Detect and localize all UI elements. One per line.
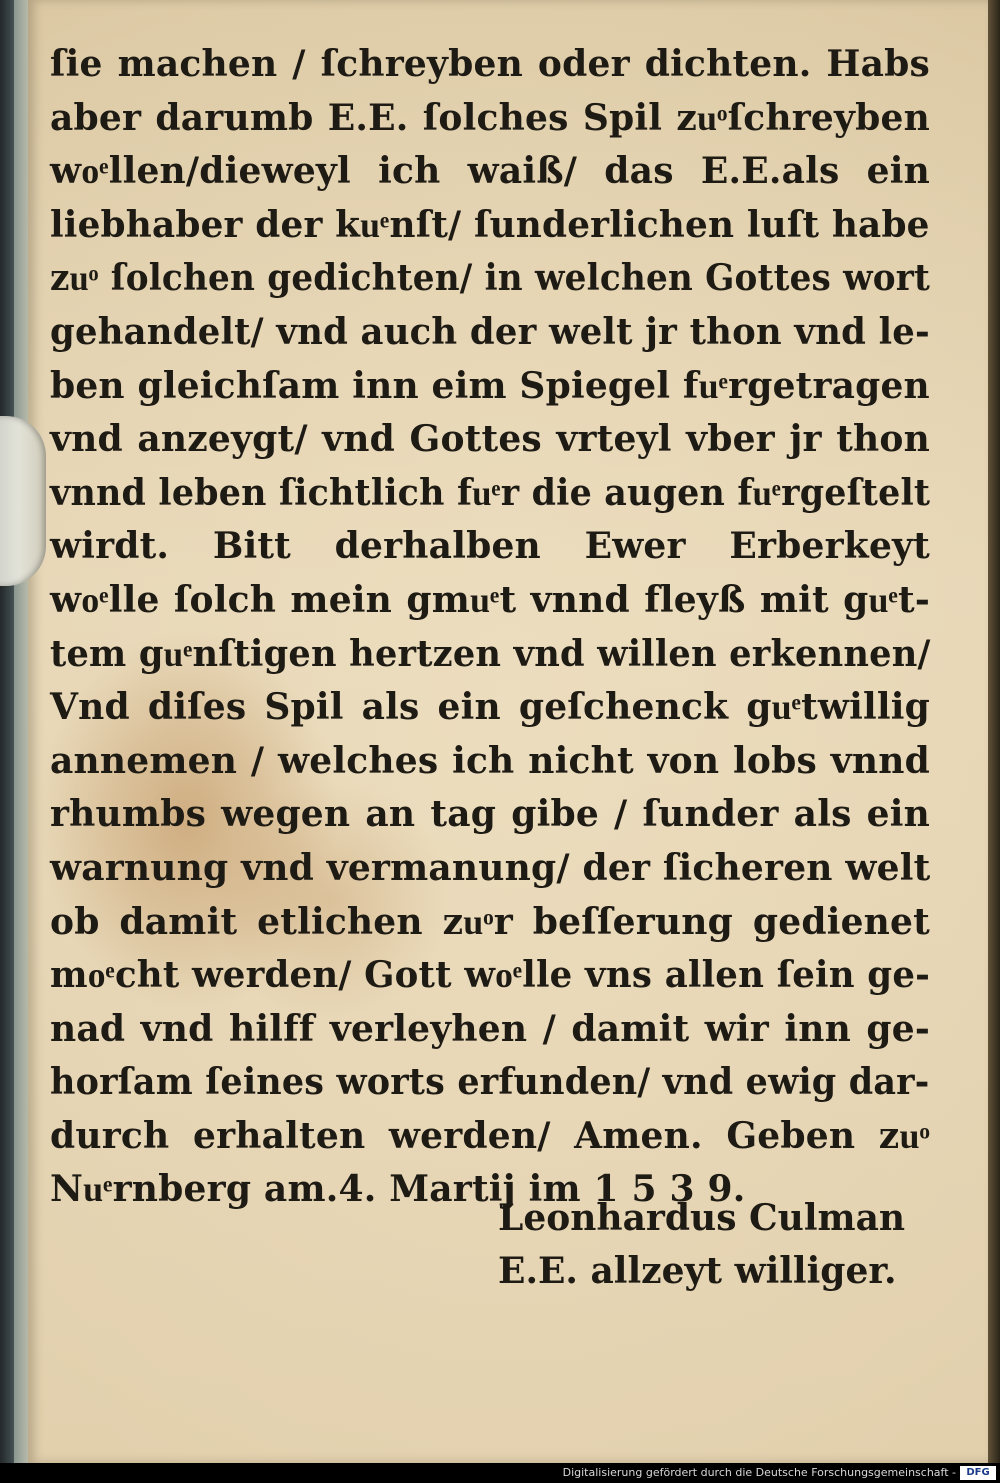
text-line: gehandelt/ vnd auch der welt jr thon vnd le-	[50, 310, 930, 353]
text-line: ob damit etlichen zuͦr beſſerung gedienet	[50, 900, 930, 943]
text-line: wirdt. Bitt derhalben Ewer Erberkeyt	[50, 525, 930, 568]
text-line: vnnd leben ſichtlich fuͤr die augen fuͤrgeſtelt	[50, 471, 931, 514]
dfg-logo-icon: DFG	[960, 1466, 996, 1480]
signature-block	[498, 1192, 948, 1298]
text-line: zuͦ ſolchen gedichten/ in welchen Gottes wort	[50, 257, 931, 300]
text-line: woͤlle ſolch mein gmuͤt vnnd fleyß mit guͤt-	[50, 578, 930, 621]
text-line: woͤllen/dieweyl ich waiß/ das E.E.als ein	[50, 150, 930, 193]
text-line: Vnd diſes Spil als ein geſchenck guͤtwillig	[50, 686, 930, 729]
right-page-edge	[986, 0, 1000, 1463]
clasp-tab	[0, 416, 46, 586]
text-line: nad vnd hilff verleyhen / damit wir inn ge-	[50, 1007, 930, 1050]
text-line: moͤcht werden/ Gott woͤlle vns allen ſein ge-	[50, 954, 931, 997]
footer-bar	[0, 1463, 1000, 1483]
text-line: annemen / welches ich nicht von lobs vnnd	[50, 739, 930, 782]
text-line: ben gleichſam inn eim Spiegel fuͤrgetragen	[50, 364, 930, 407]
text-line: tem guͤnſtigen hertzen vnd willen erkennen/	[50, 632, 931, 675]
funding-notice: Digitalisierung gefördert durch die Deutsche Forschungsgemeinschaft -	[562, 1466, 956, 1479]
text-line: horſam ſeines worts erfunden/ vnd ewig dar-	[50, 1061, 930, 1104]
text-line: durch erhalten werden/ Amen. Geben zuͦ	[50, 1114, 930, 1157]
body-text	[50, 38, 930, 1217]
text-line: warnung vnd vermanung/ der ſicheren welt	[50, 846, 931, 889]
author-name: Leonhardus Culman	[498, 1197, 906, 1239]
text-line-date: Nuͤrnberg am.4. Martij im 1 5 3 9.	[50, 1168, 746, 1211]
paper-page	[28, 0, 988, 1463]
text-line: rhumbs wegen an tag gibe / ſunder als ein	[50, 793, 930, 836]
author-closing: E.E. allzeyt williger.	[498, 1250, 897, 1292]
text-line: ſie machen / ſchreyben oder dichten. Habs	[50, 43, 930, 85]
text-line: aber darumb E.E. ſolches Spil zuͦſchreyben	[50, 96, 930, 139]
text-line: vnd anzeygt/ vnd Gottes vrteyl vber jr thon	[50, 418, 930, 461]
text-line: liebhaber der kuͤnſt/ ſunderlichen luſt habe	[50, 203, 930, 246]
